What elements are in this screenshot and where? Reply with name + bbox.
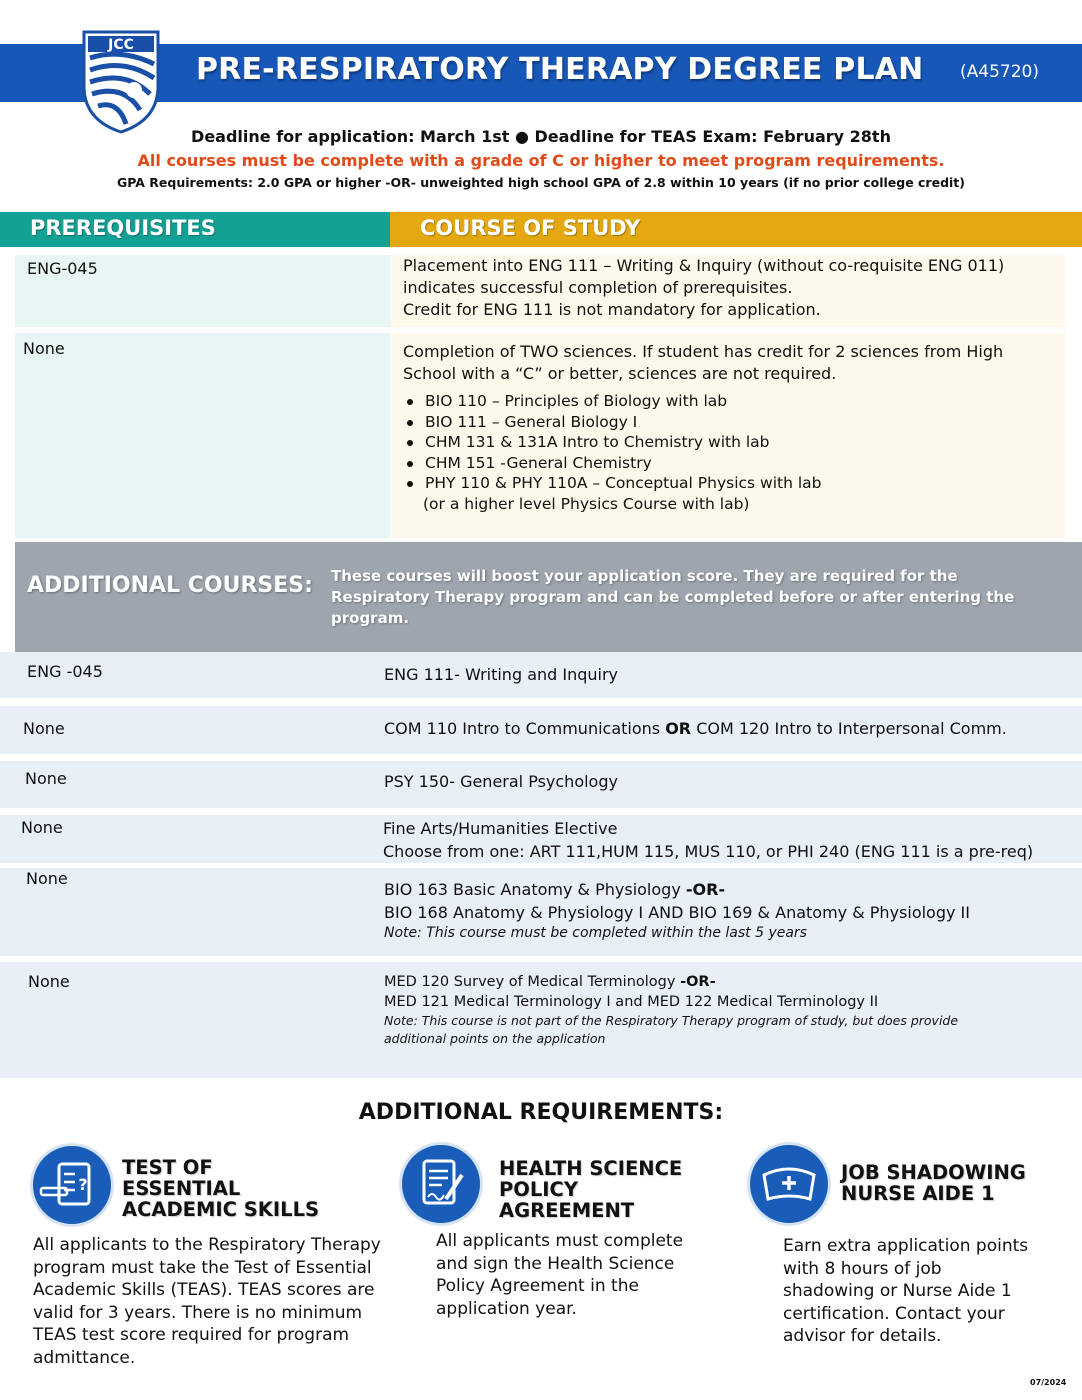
course-text-part: COM 110 Intro to Communications [384,719,666,738]
program-code: (A45720) [960,62,1039,82]
additional-requirements-title: ADDITIONAL REQUIREMENTS: [358,1100,724,1125]
table-row [0,761,1082,808]
course-text-line [384,878,970,901]
body-line: application year. [436,1298,577,1319]
course-text [383,817,1033,863]
body-line: Academic Skills (TEAS). TEAS scores are [33,1280,375,1300]
body-line: Earn extra application points [783,1236,1029,1256]
prereq-text: None [28,972,70,991]
course-text-line: Choose from one: ART 111,HUM 115, MUS 110, or PHI 240 (ENG 111 is a pre-req) [383,842,1034,861]
prereq-text: None [23,719,65,738]
list-item: BIO 110 – Principles of Biology with lab [403,391,1065,412]
course-text-line: Placement into ENG 111 – Writing & Inquiry (without co-requisite ENG 011) [403,256,1005,275]
body-line: program must take the Test of Essential [33,1257,372,1278]
body-line: All applicants must complete [436,1231,684,1251]
course-text-line: MED 121 Medical Terminology I and MED 122 Medical Terminology II [384,993,879,1010]
svg-text:?: ? [78,1175,88,1194]
prereq-text: None [26,869,68,888]
page-title: PRE-RESPIRATORY THERAPY DEGREE PLAN [196,52,924,87]
course-of-study-header: COURSE OF STUDY [390,212,1082,247]
prereq-text: None [25,769,67,788]
heading-line: HEALTH SCIENCE [499,1157,683,1180]
prereq-text: None [23,339,65,358]
table-row-prereq-cell [15,255,390,327]
course-text-part: MED 120 Survey of Medical Terminology [384,974,681,990]
or-keyword: OR [665,719,692,738]
heading-line: POLICY [499,1178,578,1201]
requirement-body [783,1235,1028,1348]
jcc-logo [78,28,164,134]
body-line: All applicants to the Respiratory Therapy [33,1235,381,1255]
heading-line: ESSENTIAL [122,1177,241,1200]
prereq-text: None [21,818,63,837]
course-text [384,878,970,943]
requirement-body [33,1234,381,1369]
additional-courses-description: These courses will boost your application score. They are required for the Respiratory Therapy program and can be completed before or after entering the program. [331,567,1015,627]
course-note: Note: This course must be completed within the last 5 years [384,925,807,941]
nurse-cap-icon [747,1142,831,1226]
list-item-note: (or a higher level Physics Course with lab) [423,494,750,513]
course-text-part: BIO 163 Basic Anatomy & Physiology [384,880,686,899]
course-text-part: COM 120 Intro to Interpersonal Comm. [691,719,1007,738]
course-text [384,717,1007,740]
additional-courses-title: ADDITIONAL COURSES: [27,573,313,598]
table-row-course-cell [390,255,1065,327]
course-text-line [384,973,958,993]
prereq-text: ENG-045 [27,259,98,278]
heading-line: ACADEMIC SKILLS [122,1198,320,1221]
heading-line: NURSE AIDE 1 [841,1182,995,1205]
table-row-course-cell [390,333,1065,538]
course-text-line: indicates successful completion of prerequisites. [403,278,793,297]
course-note: additional points on the application [384,1031,606,1046]
requirement-heading [499,1158,682,1221]
course-text: PSY 150- General Psychology [384,772,618,791]
course-text: ENG 111- Writing and Inquiry [384,665,619,684]
heading-line: TEST OF [122,1156,213,1179]
requirement-heading [122,1157,319,1220]
list-item: CHM 151 -General Chemistry [403,453,1065,474]
or-keyword: -OR- [680,974,716,990]
heading-line: JOB SHADOWING [841,1161,1026,1184]
body-line: shadowing or Nurse Aide 1 [783,1281,1012,1301]
body-line: and sign the Health Science [436,1253,675,1274]
revision-date: 07/2024 [1030,1378,1067,1387]
gpa-requirement-line: GPA Requirements: 2.0 GPA or higher -OR- unweighted high school GPA of 2.8 within 10 years (if no prior college credit) [117,175,965,190]
list-item: BIO 111 – General Biology I [403,412,1065,433]
table-row [0,815,1082,863]
course-note: Note: This course is not part of the Respiratory Therapy program of study, but does provide [384,1013,959,1028]
body-line: valid for 3 years. There is no minimum [33,1302,363,1323]
table-row-prereq-cell [15,333,390,538]
heading-line: AGREEMENT [499,1199,635,1222]
body-line: TEAS test score required for program [33,1325,350,1345]
body-line: certification. Contact your [783,1303,1005,1324]
requirement-heading [841,1162,1026,1204]
table-row [0,962,1082,1078]
svg-text:JCC: JCC [108,37,134,53]
course-text-line: School with a “C” or better, sciences are not required. [403,364,837,383]
table-row [0,652,1082,698]
course-text-line: BIO 168 Anatomy & Physiology I AND BIO 169 & Anatomy & Physiology II [384,903,970,922]
table-row [0,706,1082,754]
body-line: admittance. [33,1347,136,1368]
list-item: CHM 131 & 131A Intro to Chemistry with lab [403,432,1065,453]
course-text-line: Credit for ENG 111 is not mandatory for application. [403,300,821,319]
test-document-icon [30,1143,114,1227]
signing-contract-icon [399,1142,483,1226]
course-text-line: Completion of TWO sciences. If student has credit for 2 sciences from High [403,342,1004,361]
table-row [0,868,1082,956]
course-text-line: Fine Arts/Humanities Elective [383,819,618,838]
course-text [384,973,958,1048]
prereq-text: ENG -045 [27,662,103,681]
prerequisites-header: PREREQUISITES [0,212,390,247]
deadlines-line: Deadline for application: March 1st ● Deadline for TEAS Exam: February 28th [191,127,891,146]
requirement-body [436,1230,683,1320]
grade-requirement-line: All courses must be complete with a grade of C or higher to meet program requirements. [137,151,945,170]
science-options-list [403,391,1065,494]
body-line: Policy Agreement in the [436,1276,639,1296]
list-item: PHY 110 & PHY 110A – Conceptual Physics with lab [403,473,1065,494]
body-line: with 8 hours of job [783,1258,942,1279]
or-keyword: -OR- [685,880,726,899]
body-line: advisor for details. [783,1326,942,1346]
